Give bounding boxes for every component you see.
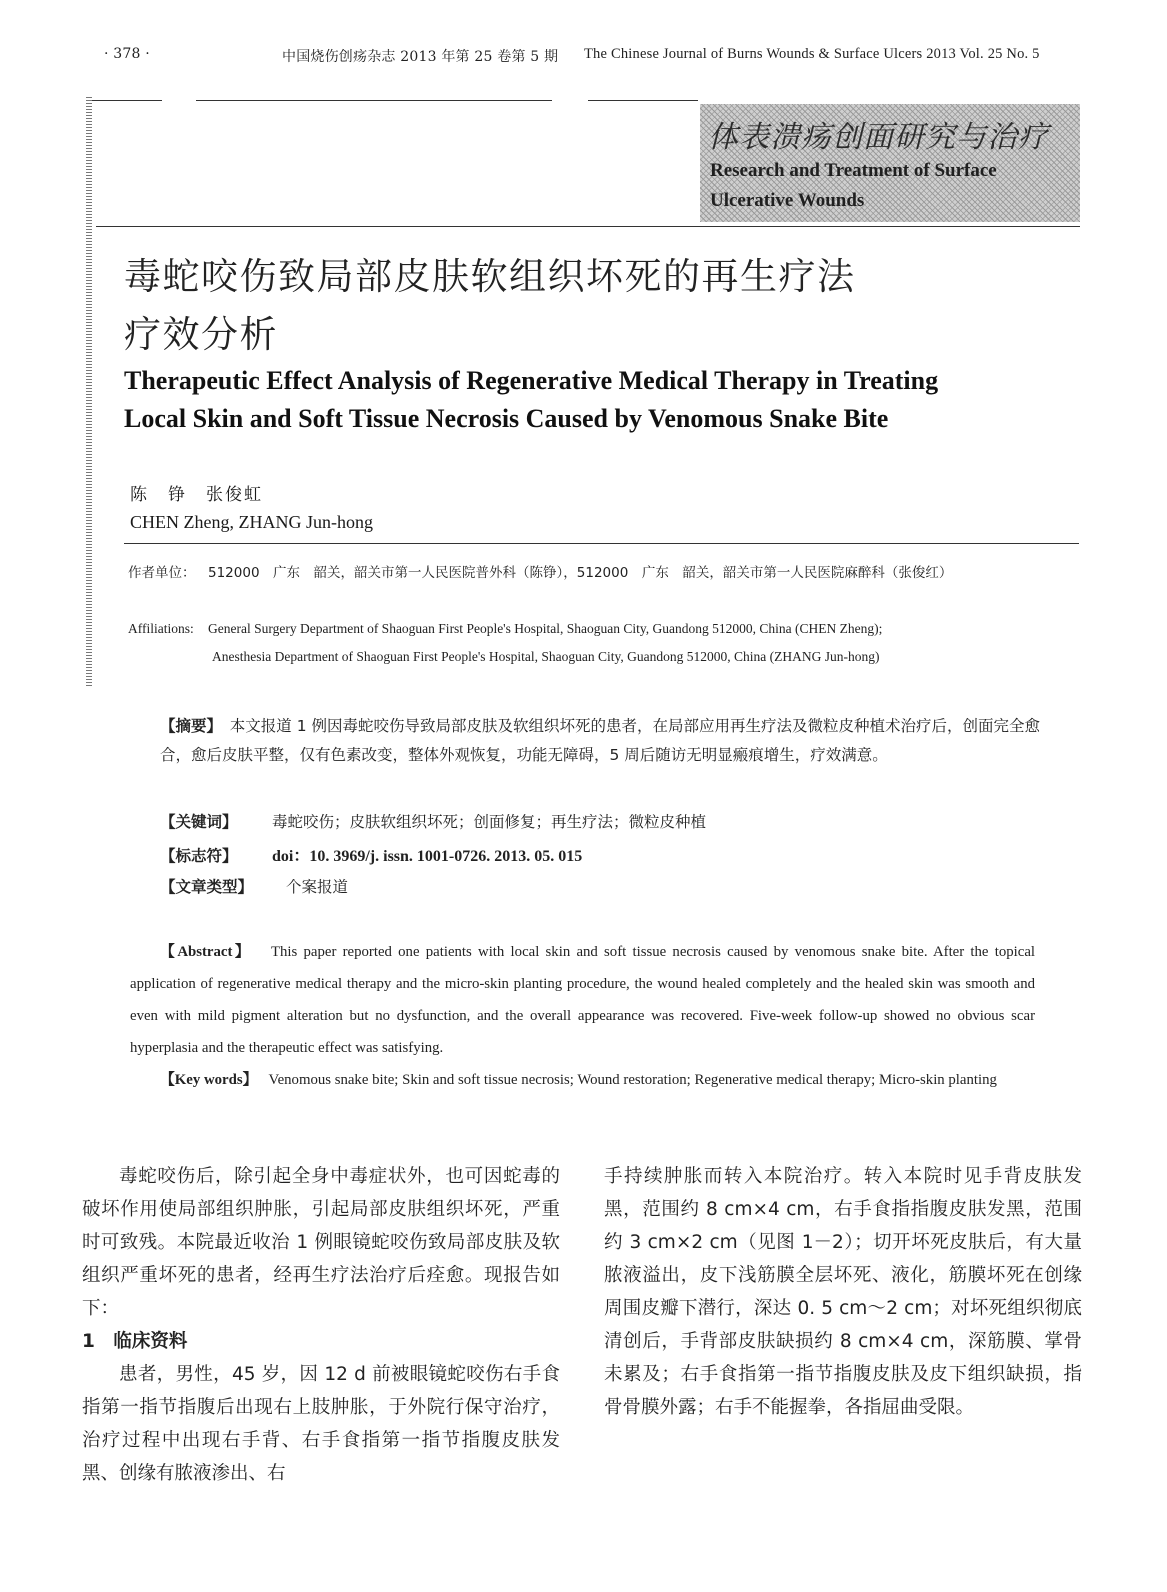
page-number: · 378 · [104, 46, 150, 62]
column-banner [700, 104, 1080, 222]
doi-text: doi：10. 3969/j. issn. 1001-0726. 2013. 05. 015 [272, 848, 583, 865]
header-rule-right [588, 100, 698, 101]
title-en [124, 362, 1084, 438]
keywords-cn-text: 毒蛇咬伤；皮肤软组织坏死；创面修复；再生疗法；微粒皮种植 [272, 813, 707, 831]
journal-name-cn: 中国烧伤创疡杂志 2013 年第 25 卷第 5 期 [282, 49, 559, 65]
title-cn-line2: 疗效分析 [124, 313, 278, 356]
keywords-en-label: 【Key words】 [160, 1072, 258, 1088]
article-type-label: 【文章类型】 [160, 878, 254, 896]
abstract-en-paragraph [130, 936, 1035, 1064]
body-column-right [604, 1160, 1082, 1424]
title-en-line1: Therapeutic Effect Analysis of Regenerative Medical Therapy in Treating [124, 366, 939, 395]
title-cn-line1: 毒蛇咬伤致局部皮肤软组织坏死的再生疗法 [124, 255, 856, 298]
affiliation-en [128, 616, 1058, 676]
keywords-cn [160, 810, 706, 832]
affiliation-en-label: Affiliations: [128, 621, 194, 636]
authors-en: CHEN Zheng, ZHANG Jun-hong [130, 512, 373, 532]
abstract-cn-label: 【摘要】 [160, 717, 215, 735]
abstract-cn-text: 本文报道 1 例因毒蛇咬伤导致局部皮肤及软组织坏死的患者，在局部应用再生疗法及微粒皮种植术治疗后，创面完全愈合，愈后皮肤平整，仅有色素改变，整体外观恢复，功能无障碍，5 周后随访无明显瘢痕增生，疗效满意。 [160, 717, 1041, 764]
authors-cn: 陈 铮 张俊虹 [130, 485, 263, 505]
title-cn [124, 248, 1024, 364]
abstract-cn-paragraph [160, 712, 1040, 770]
affiliation-cn [128, 560, 1048, 614]
keywords-en-paragraph [130, 1064, 1035, 1096]
article-type-text: 个案报道 [286, 878, 349, 896]
keywords-en-text: Venomous snake bite; Skin and soft tissue necrosis; Wound restoration; Regenerative medical therapy; Micro-skin planting [268, 1072, 997, 1088]
keywords-cn-label: 【关键词】 [160, 813, 238, 831]
affiliation-en-line1: General Surgery Department of Shaoguan First People's Hospital, Shaoguan City, Guandong 512000, China (CHEN Zheng); [208, 621, 883, 636]
author-rule [124, 543, 1079, 544]
case-paragraph-left: 患者，男性，45 岁，因 12 d 前被眼镜蛇咬伤右手食指第一指节指腹后出现右上肢肿胀，于外院行保守治疗，治疗过程中出现右手背、右手食指第一指节指腹皮肤发黑、创缘有脓液渗出、右 [82, 1364, 560, 1484]
header-rule-middle [196, 100, 552, 101]
doi-label: 【标志符】 [160, 847, 238, 865]
banner-rule [96, 226, 1080, 227]
title-en-line2: Local Skin and Soft Tissue Necrosis Caused by Venomous Snake Bite [124, 404, 889, 433]
affiliation-cn-text: 512000 广东 韶关，韶关市第一人民医院普外科（陈铮），512000 广东 韶关，韶关市第一人民医院麻醉科（张俊红） [208, 565, 953, 581]
case-paragraph-right: 手持续肿胀而转入本院治疗。转入本院时见手背皮肤发黑，范围约 8 cm×4 cm，右手食指指腹皮肤发黑，范围约 3 cm×2 cm（见图 1－2）；切开坏死皮肤后，有大量脓液溢出，皮下浅筋膜全层坏死、液化，筋膜坏死在创缘周围皮瓣下潜行，深达 0. 5 cm～2 cm；对坏死组织彻底清创后，手背部皮肤缺损约 8 cm×4 cm，深筋膜、掌骨未累及；右手食指第一指节指腹皮肤及皮下组织缺损，指骨骨膜外露；右手不能握拳，各指屈曲受限。 [604, 1166, 1082, 1418]
abstract-en-label: 【Abstract】 [160, 944, 253, 960]
margin-decoration [86, 96, 92, 686]
section-heading: 1 临床资料 [82, 1331, 188, 1352]
abstract-en [130, 936, 1035, 1096]
abstract-cn [160, 712, 1040, 770]
body-column-left [82, 1160, 560, 1490]
intro-paragraph: 毒蛇咬伤后，除引起全身中毒症状外，也可因蛇毒的破坏作用使局部组织肿胀，引起局部皮肤组织坏死，严重时可致残。本院最近收治 1 例眼镜蛇咬伤致局部皮肤及软组织严重坏死的患者，经再生疗法治疗后痊愈。现报告如下： [82, 1166, 560, 1319]
affiliation-en-line2: Anesthesia Department of Shaoguan First People's Hospital, Shaoguan City, Guandong 512000, China (ZHANG Jun-hong) [212, 649, 880, 664]
abstract-en-text: This paper reported one patients with local skin and soft tissue necrosis caused by venomous snake bite. After the topical application of regenerative medical therapy and the micro-skin planting procedure, the wound healed completely and the healed skin was smooth and even with mild pigment alteration but no dysfunction, and the overall appearance was recovered. Five-week follow-up showed no obvious scar hyperplasia and the therapeutic effect was satisfying. [130, 944, 1035, 1056]
column-title-en: Research and Treatment of Surface Ulcerative Wounds [710, 160, 997, 211]
journal-name-en: The Chinese Journal of Burns Wounds & Surface Ulcers 2013 Vol. 25 No. 5 [584, 46, 1040, 62]
doi-line [160, 843, 582, 866]
affiliation-cn-label: 作者单位： [128, 565, 196, 581]
article-type-line [160, 875, 348, 897]
header-rule-left [86, 100, 162, 101]
column-title-cn: 体表溃疡创面研究与治疗 [708, 120, 1049, 155]
